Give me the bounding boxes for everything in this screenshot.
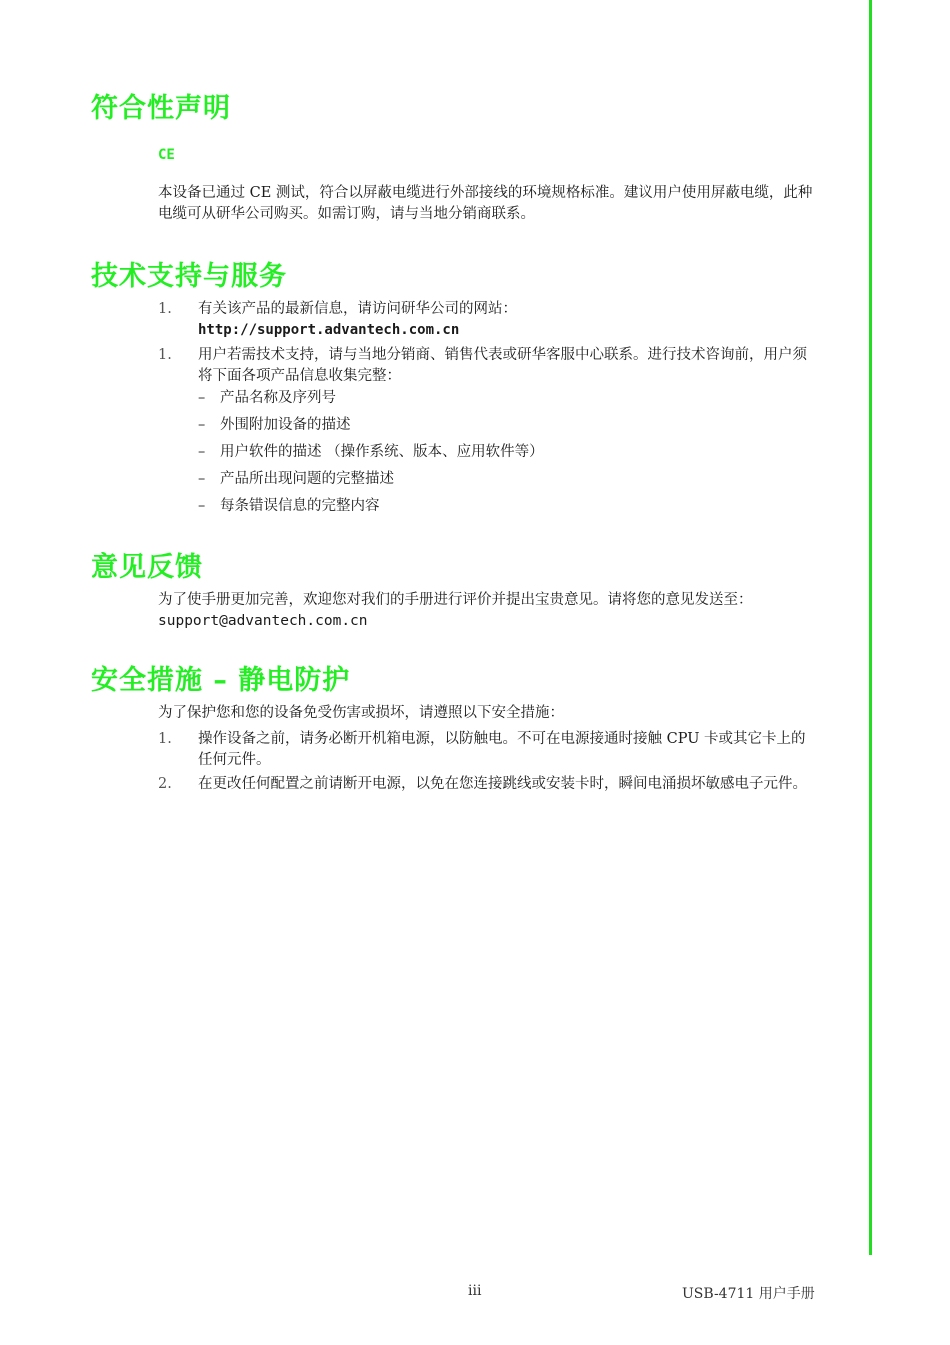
feedback-email-link[interactable]: support@advantech.com.cn — [158, 613, 368, 629]
list-number: 1. — [158, 301, 172, 317]
list-text: 每条错误信息的完整内容 — [220, 498, 380, 514]
side-rule — [869, 0, 872, 1255]
compliance-paragraph: 本设备已通过 CE 测试，符合以屏蔽电缆进行外部接线的环境规格标准。建议用户使用屏蔽电缆，此种电缆可从研华公司购买。如需订购，请与当地分销商联系。 — [158, 185, 813, 222]
list-text: 用户若需技术支持，请与当地分销商、销售代表或研华客服中心联系。进行技术咨询前，用户须将下面各项产品信息收集完整： — [198, 347, 807, 384]
list-item — [158, 729, 818, 771]
dash-marker: – — [198, 390, 206, 406]
list-number: 2. — [158, 776, 172, 792]
heading-support: 技术支持与服务 — [91, 261, 287, 292]
list-item — [198, 415, 544, 442]
product-info-list — [198, 388, 544, 523]
list-item — [198, 469, 544, 496]
list-item — [198, 388, 544, 415]
list-text: 有关该产品的最新信息，请访问研华公司的网站： — [198, 301, 517, 317]
list-item — [198, 496, 544, 523]
dash-marker: – — [198, 471, 206, 487]
heading-feedback: 意见反馈 — [91, 552, 203, 583]
list-text: 在更改任何配置之前请断开电源，以免在您连接跳线或安装卡时，瞬间电涌损坏敏感电子元件。 — [198, 776, 807, 792]
list-text: 产品所出现问题的完整描述 — [220, 471, 394, 487]
dash-marker: – — [198, 444, 206, 460]
safety-list — [158, 729, 818, 795]
feedback-paragraph — [158, 590, 818, 632]
list-item — [198, 442, 544, 469]
list-text: 操作设备之前，请务必断开机箱电源，以防触电。不可在电源接通时接触 CPU 卡或其它卡上的任何元件。 — [198, 731, 806, 768]
dash-marker: – — [198, 498, 206, 514]
heading-compliance: 符合性声明 — [91, 93, 231, 124]
list-text: 外围附加设备的描述 — [220, 417, 351, 433]
ce-label: CE — [158, 147, 175, 163]
heading-safety: 安全措施 – 静电防护 — [91, 665, 351, 696]
support-url-link[interactable]: http://support.advantech.com.cn — [198, 322, 460, 338]
dash-marker: – — [198, 417, 206, 433]
list-item — [158, 345, 818, 387]
feedback-text: 为了使手册更加完善，欢迎您对我们的手册进行评价并提出宝贵意见。请将您的意见发送至： — [158, 592, 753, 608]
support-list — [158, 299, 818, 387]
safety-intro: 为了保护您和您的设备免受伤害或损坏，请遵照以下安全措施： — [158, 705, 564, 721]
manual-title: USB-4711 用户手册 — [682, 1286, 815, 1302]
page-number: iii — [468, 1283, 482, 1299]
list-text: 用户软件的描述 （操作系统、版本、应用软件等） — [220, 444, 544, 460]
list-item — [158, 774, 818, 795]
list-item — [158, 299, 818, 341]
list-number: 1. — [158, 347, 172, 363]
list-number: 1. — [158, 731, 172, 747]
list-text: 产品名称及序列号 — [220, 390, 336, 406]
